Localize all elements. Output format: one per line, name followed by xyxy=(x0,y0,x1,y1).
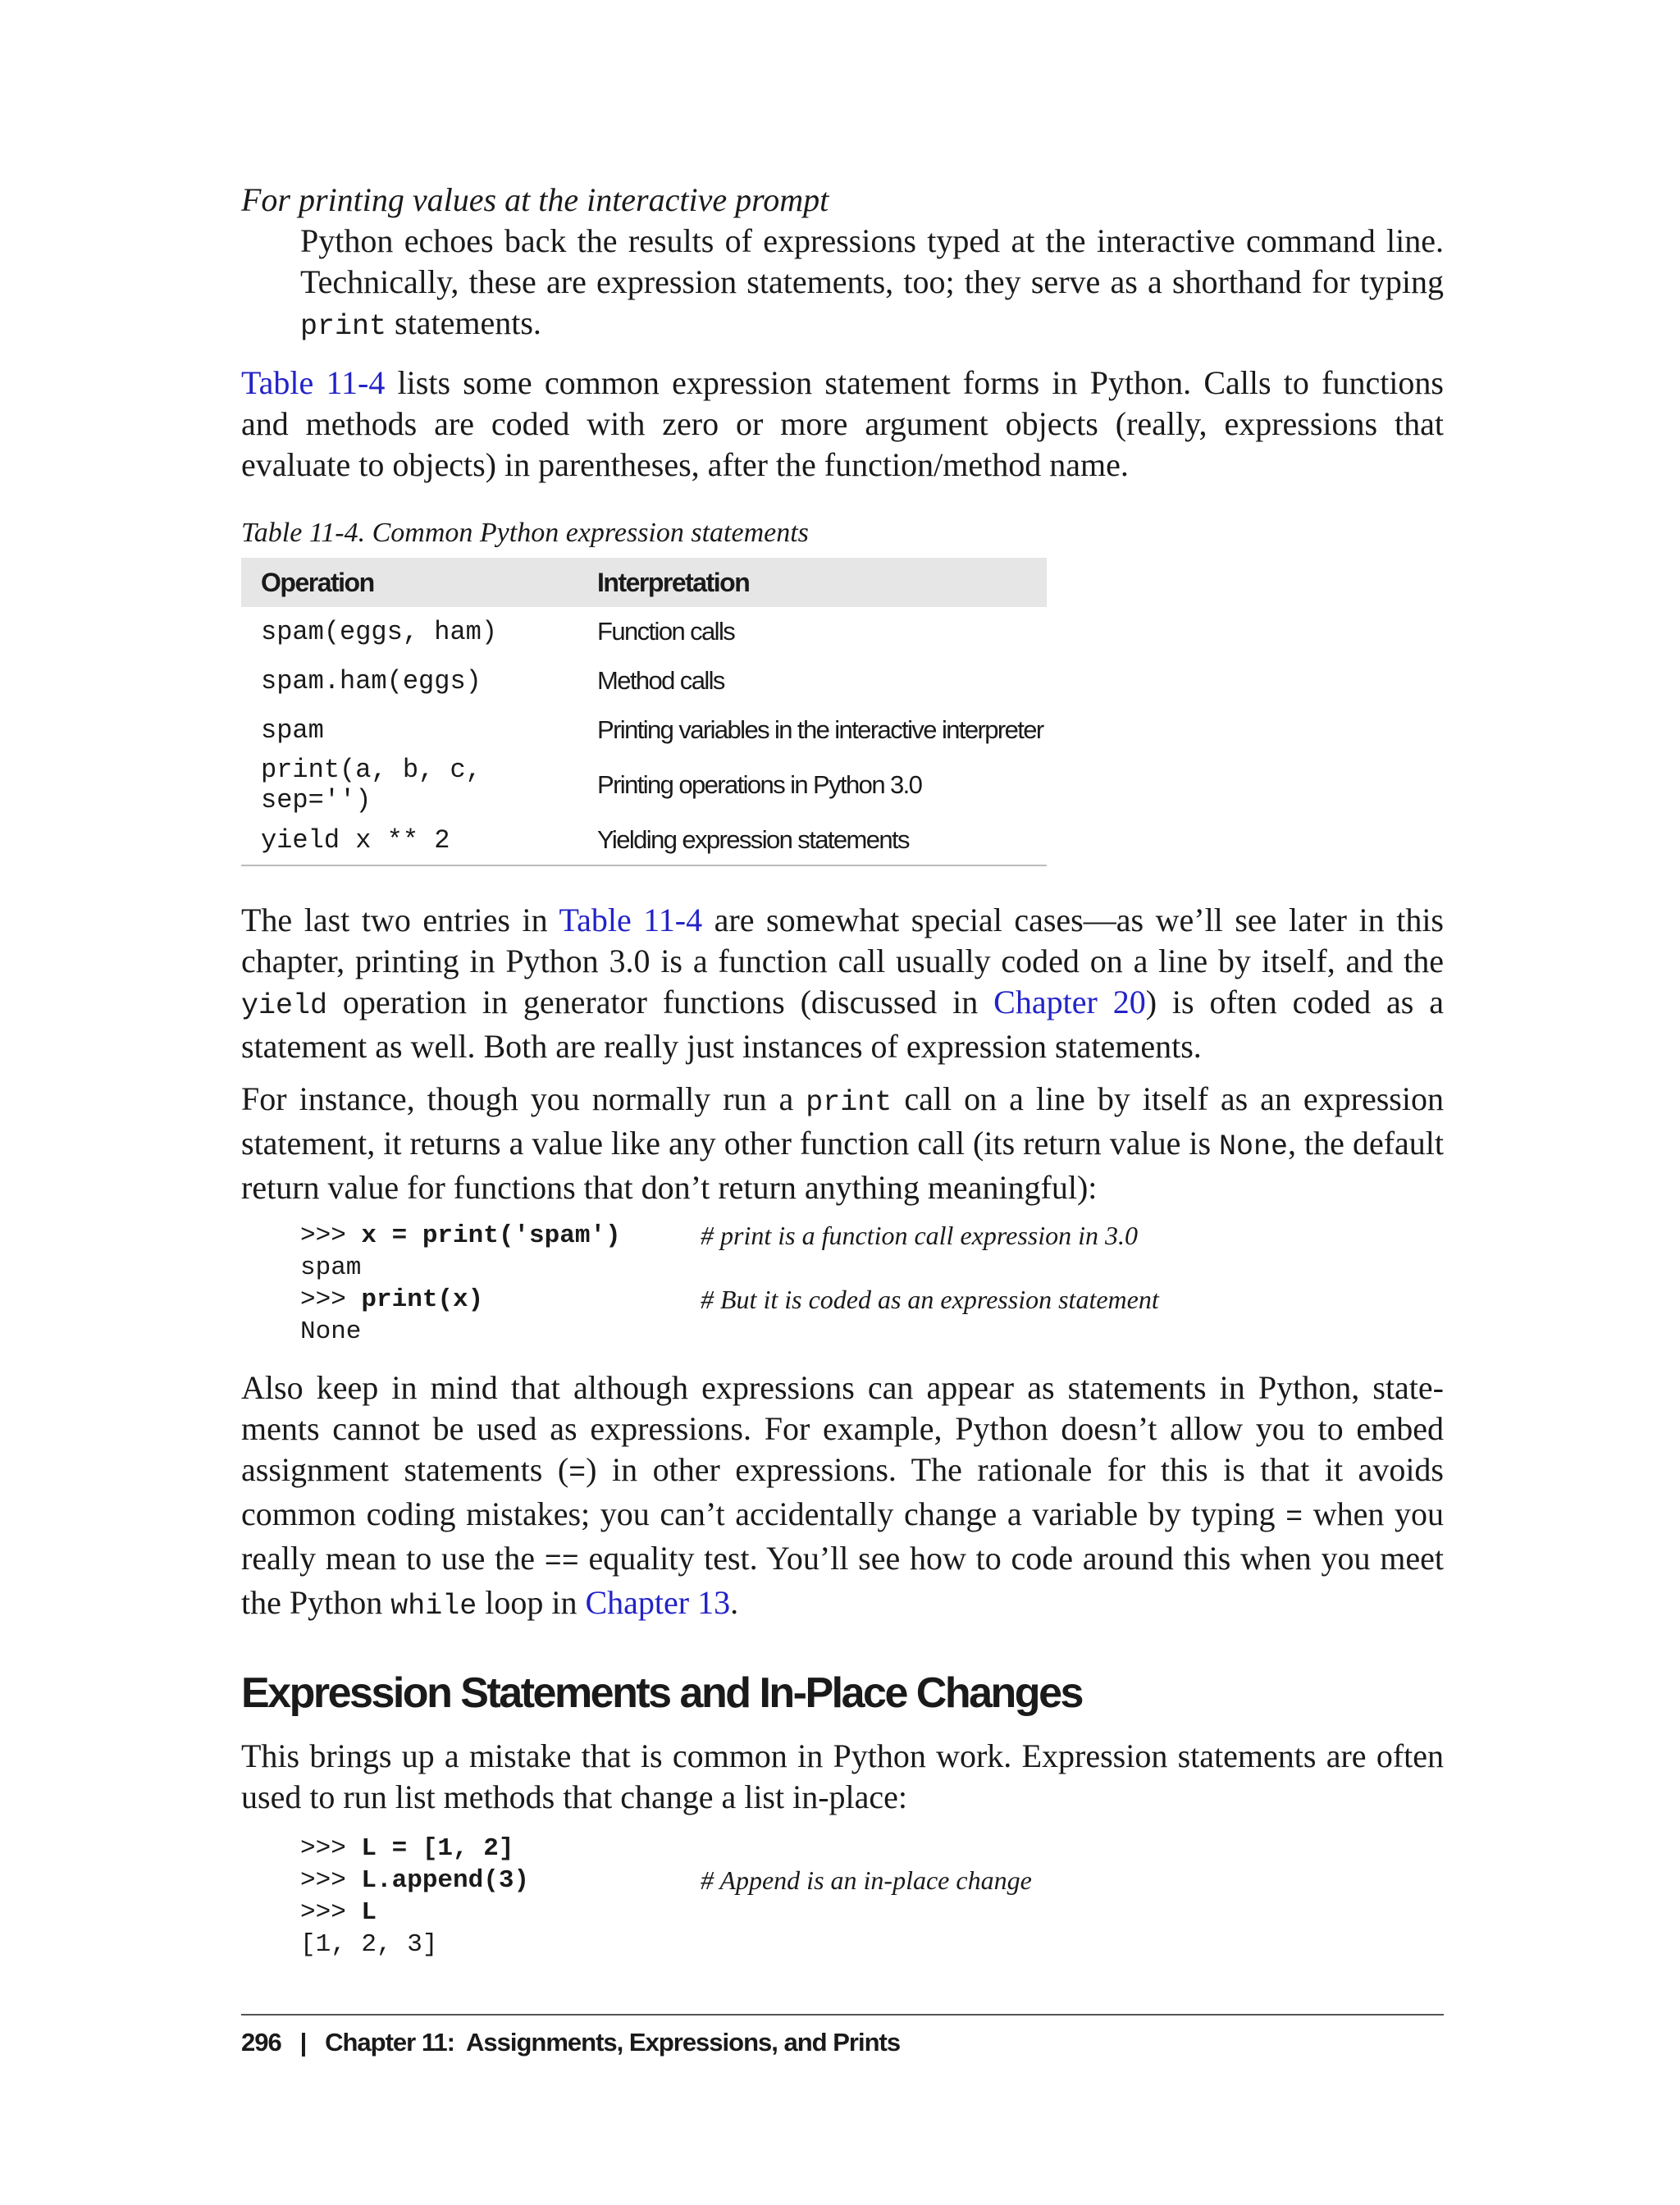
header-operation: Operation xyxy=(241,558,578,607)
inline-code: = xyxy=(568,1457,587,1490)
operation-cell: spam.ham(eggs) xyxy=(261,665,482,696)
code-block-print xyxy=(300,1220,1367,1348)
inline-code: yield xyxy=(241,989,328,1022)
paragraph-statements-not-expressions: Also keep in mind that although expressions can appear as statements in Python, statements cannot be used as expressions. For example, Python doesn’t allow you to embed assignment statements (=) in other expressions. The rationale for this is that it avoids common coding mistakes; you can’t accidentally change a variable by typing = when you really mean to use the == equality test. You’ll see how to code around this when you meet the Python while loop in Chapter 13. xyxy=(241,1369,1444,1623)
paragraph-in-place: This brings up a mistake that is common in Python work. Expression statements are often used to run list methods that change a list in-place: xyxy=(241,1737,1444,1815)
operation-cell: yield x ** 2 xyxy=(241,815,578,865)
footer-separator: | xyxy=(299,2028,307,2057)
interpretation-cell: Method calls xyxy=(597,666,724,695)
operation-cell: spam(eggs, ham) xyxy=(261,616,498,647)
interpretation-cell: Function calls xyxy=(597,617,735,646)
interpretation-cell: Printing operations in Python 3.0 xyxy=(597,770,922,799)
table-row xyxy=(241,755,1047,815)
code-line: None xyxy=(300,1317,362,1346)
code-line: >>> print(x) # But it is coded as an expression statement xyxy=(300,1285,1159,1314)
header-interpretation: Interpretation xyxy=(578,558,1047,607)
inline-code: = xyxy=(1285,1501,1303,1534)
table-header-row xyxy=(241,558,1047,607)
page-footer xyxy=(241,2026,900,2059)
operation-cell: spam xyxy=(261,714,324,746)
table-link[interactable]: Table 11-4 xyxy=(241,364,386,401)
table-caption: Table 11-4. Common Python expression statements xyxy=(241,518,809,548)
table-link[interactable]: Table 11-4 xyxy=(559,902,703,938)
definition-entry xyxy=(241,180,1444,347)
chapter-link[interactable]: Chapter 13 xyxy=(585,1584,731,1621)
page-number: 296 xyxy=(241,2028,281,2057)
code-line: >>> L xyxy=(300,1898,377,1927)
expression-statements-table xyxy=(241,558,1047,866)
table-row xyxy=(241,656,1047,705)
operation-cell: print(a, b, c, sep='') xyxy=(261,755,482,815)
definition-term: For printing values at the interactive prompt xyxy=(241,181,829,218)
code-line: [1, 2, 3] xyxy=(300,1930,438,1959)
section-heading: Expression Statements and In-Place Changes xyxy=(241,1669,1082,1717)
definition-description: Python echoes back the results of expressions typed at the interactive command line. Technically, these are expression statements, too; they serve as a shorthand for typing print statements. xyxy=(300,222,1444,343)
code-line: >>> x = print('spam') # print is a function call expression in 3.0 xyxy=(300,1221,1138,1250)
code-line: >>> L = [1, 2] xyxy=(300,1834,514,1863)
code-comment: # But it is coded as an expression statement xyxy=(701,1285,1159,1314)
inline-code: print xyxy=(300,310,387,343)
paragraph-print-return: For instance, though you normally run a print call on a line by itself as an expression statement, it returns a value like any other function call (its return value is None, the default return value for functions that don’t return anything meaningful): xyxy=(241,1080,1444,1206)
footer-chapter-title: Chapter 11: Assignments, Expressions, and Prints xyxy=(325,2028,901,2057)
inline-code: print xyxy=(806,1086,892,1119)
inline-code: None xyxy=(1219,1130,1289,1163)
code-comment: # Append is an in-place change xyxy=(701,1865,1032,1895)
chapter-link[interactable]: Chapter 20 xyxy=(993,984,1146,1020)
inline-code: == xyxy=(544,1545,579,1578)
code-block-append xyxy=(300,1833,1367,1961)
code-line: spam xyxy=(300,1253,362,1282)
table-row xyxy=(241,815,1047,865)
table-row xyxy=(241,607,1047,656)
paragraph-special-cases: The last two entries in Table 11-4 are somewhat special cases—as we’ll see later in this chapter, printing in Python 3.0 is a function call usually coded on a line by itself, and the yield operation in generator functions (discussed in Chapter 20) is often coded as a statement as well. Both are really just instances of expression statements. xyxy=(241,902,1444,1065)
interpretation-cell: Yielding expression statements xyxy=(578,815,1047,865)
section xyxy=(241,1667,1444,1719)
footer-rule xyxy=(241,2014,1444,2016)
paragraph-table-intro: Table 11-4 lists some common expression statement forms in Python. Calls to functions and methods are coded with zero or more argument objects (really, expressions that evaluate to objects) in parentheses, after the function/method name. xyxy=(241,364,1444,483)
code-comment: # print is a function call expression in 3.0 xyxy=(701,1221,1138,1250)
inline-code: while xyxy=(390,1590,477,1623)
code-line: >>> L.append(3) # Append is an in-place change xyxy=(300,1865,1032,1895)
table-row xyxy=(241,705,1047,755)
interpretation-cell: Printing variables in the interactive interpreter xyxy=(597,715,1043,744)
